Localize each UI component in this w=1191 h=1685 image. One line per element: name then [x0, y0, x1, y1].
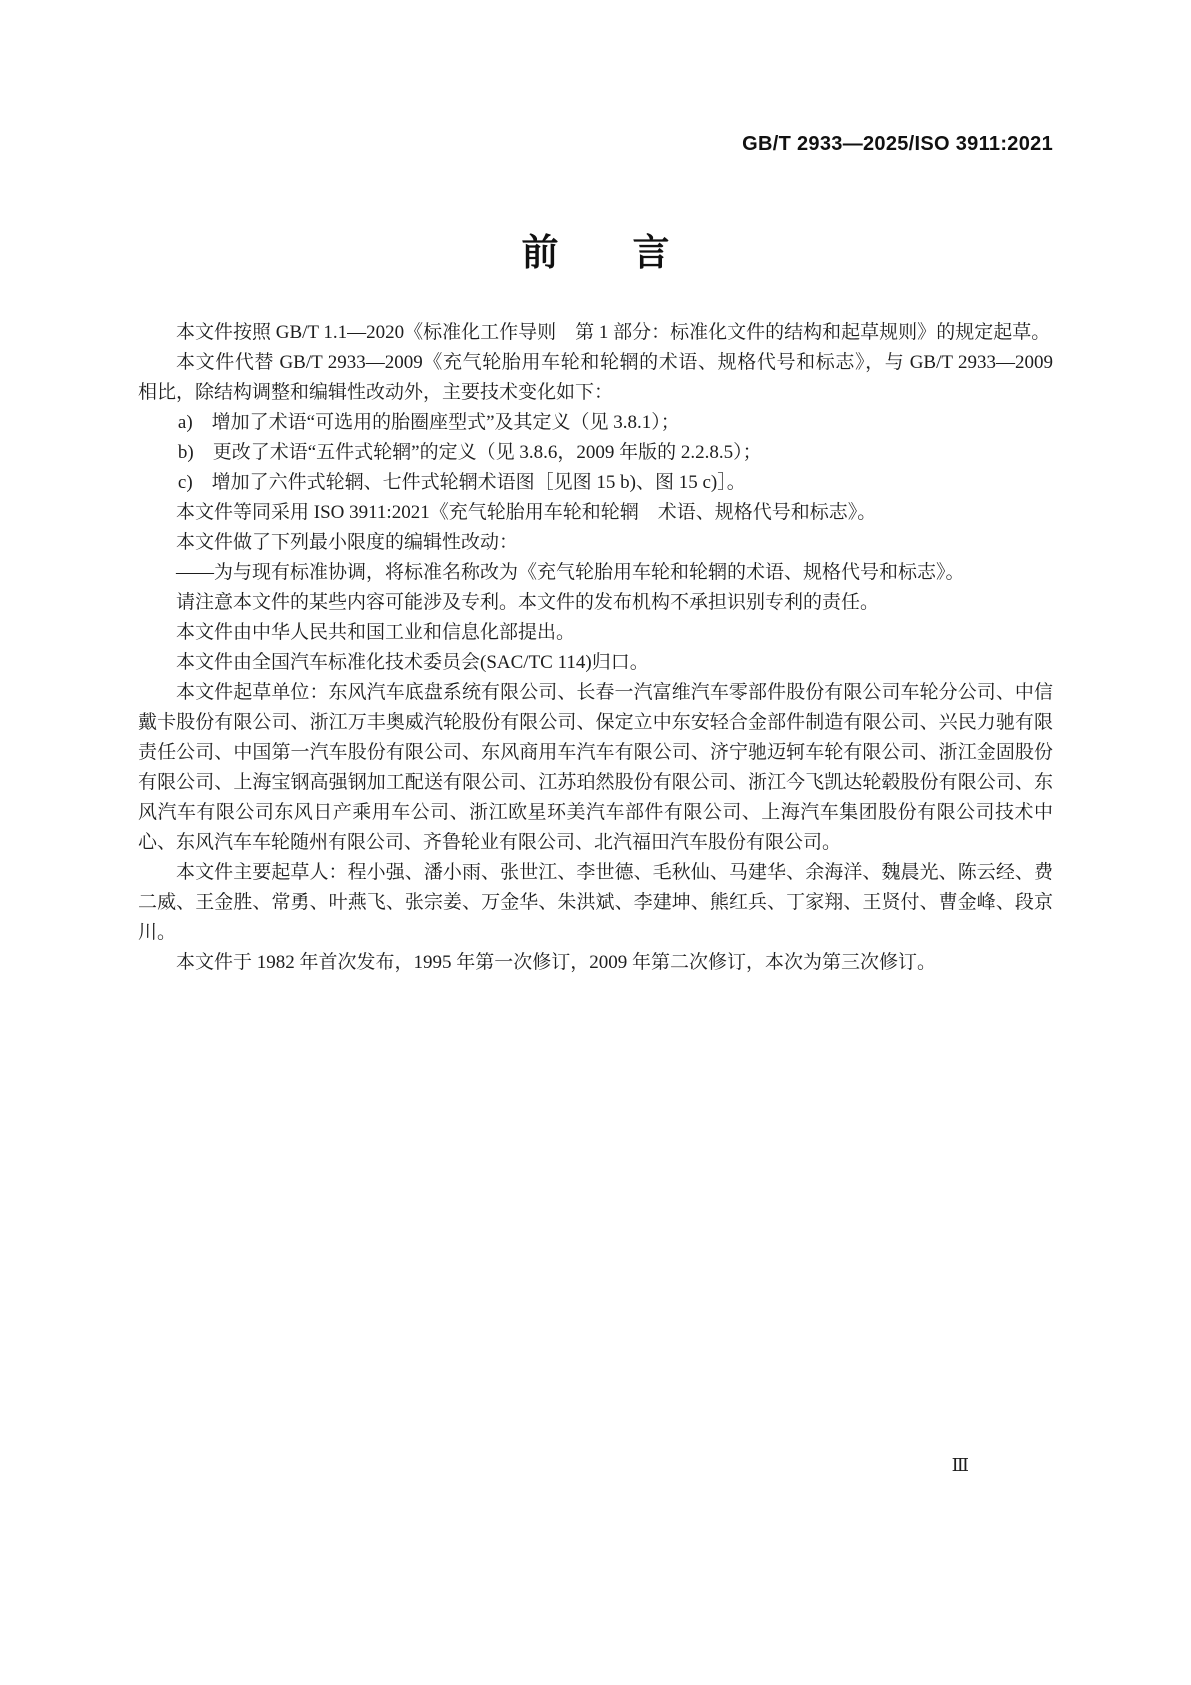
paragraph: 本文件做了下列最小限度的编辑性改动：: [176, 532, 519, 553]
paragraph: 本文件代替 GB/T 2933—2009《充气轮胎用车轮和轮辋的术语、规格代号和标志》，与 GB/T 2933—2009 相比，除结构调整和编辑性改动外，主要技术变化如下：: [138, 352, 1053, 403]
paragraph: 本文件于 1982 年首次发布，1995 年第一次修订，2009 年第二次修订，本次为第三次修订。: [176, 952, 937, 973]
list-item: a) 增加了术语“可选用的胎圈座型式”及其定义（见 3.8.1）；: [177, 412, 680, 433]
list-item: b) 更改了术语“五件式轮辋”的定义（见 3.8.6，2009 年版的 2.2.8.5）；: [177, 442, 762, 463]
paragraph: 本文件主要起草人：程小强、潘小雨、张世江、李世德、毛秋仙、马建华、余海洋、魏晨光、陈云经、费二威、王金胜、常勇、叶燕飞、张宗姜、万金华、朱洪斌、李建坤、熊红兵、丁家翔、王贤付、曹金峰、段京川。: [138, 862, 1053, 943]
paragraph: ——为与现有标准协调，将标准名称改为《充气轮胎用车轮和轮辋的术语、规格代号和标志》。: [176, 562, 965, 583]
paragraph: 本文件按照 GB/T 1.1—2020《标准化工作导则 第 1 部分：标准化文件的结构和起草规则》的规定起草。: [176, 322, 1051, 343]
paragraph: 本文件由中华人民共和国工业和信息化部提出。: [176, 622, 576, 643]
paragraph: 本文件起草单位：东风汽车底盘系统有限公司、长春一汽富维汽车零部件股份有限公司车轮分公司、中信戴卡股份有限公司、浙江万丰奥威汽轮股份有限公司、保定立中东安轻合金部件制造有限公司、兴民力驰有限责任公司、中国第一汽车股份有限公司、东风商用车汽车有限公司、济宁驰迈轲车轮有限公司、浙江金固股份有限公司、上海宝钢高强钢加工配送有限公司、江苏珀然股份有限公司、浙江今飞凯达轮毂股份有限公司、东风汽车有限公司东风日产乘用车公司、浙江欧星环美汽车部件有限公司、上海汽车集团股份有限公司技术中心、东风汽车车轮随州有限公司、齐鲁轮业有限公司、北汽福田汽车股份有限公司。: [138, 682, 1053, 853]
paragraph: 请注意本文件的某些内容可能涉及专利。本文件的发布机构不承担识别专利的责任。: [176, 592, 880, 613]
page-number: Ⅲ: [951, 1455, 969, 1475]
doc-number: GB/T 2933—2025/ISO 3911:2021: [742, 133, 1053, 155]
list-item: c) 增加了六件式轮辋、七件式轮辋术语图［见图 15 b)、图 15 c)］。: [177, 472, 746, 493]
paragraph: 本文件等同采用 ISO 3911:2021《充气轮胎用车轮和轮辋 术语、规格代号和标志》。: [176, 502, 877, 523]
page-title: 前 言: [521, 232, 670, 273]
document-body: [138, 318, 1053, 978]
paragraph: 本文件由全国汽车标准化技术委员会(SAC/TC 114)归口。: [176, 652, 649, 673]
page-header: [138, 133, 1053, 156]
